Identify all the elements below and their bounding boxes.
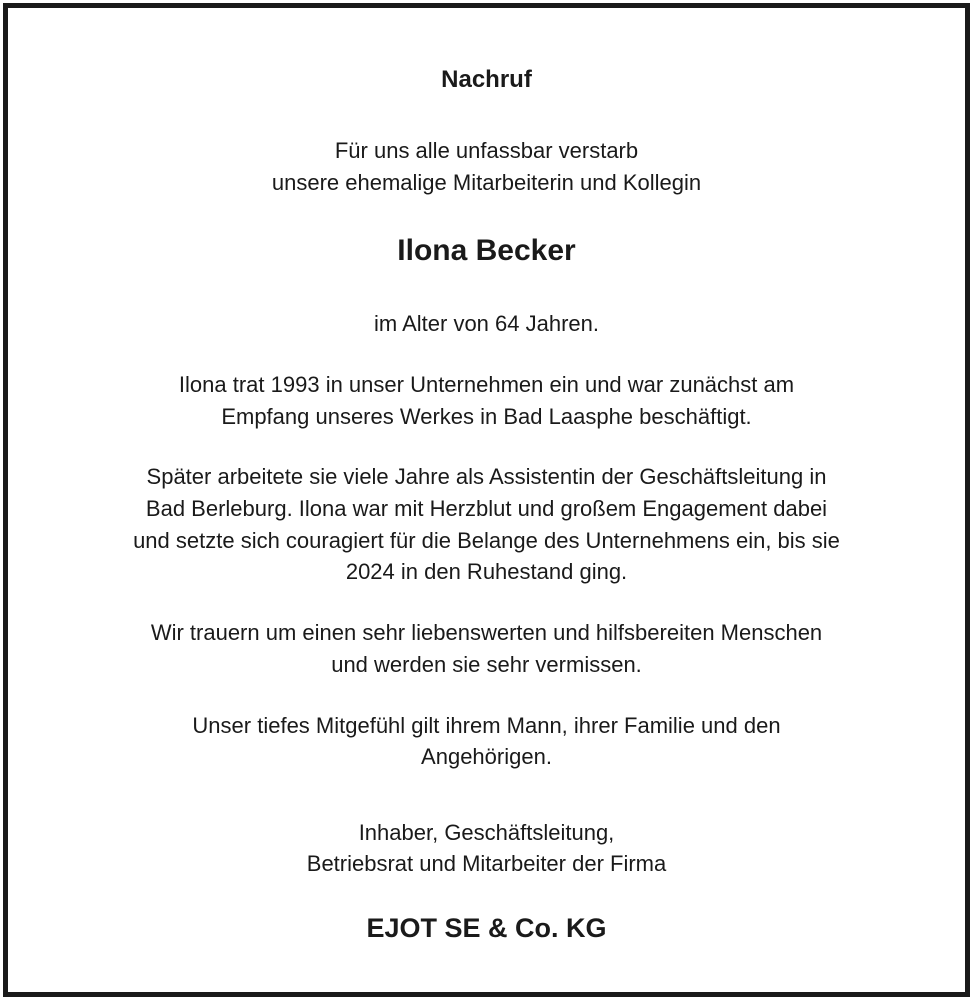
paragraph-line: Angehörigen. (421, 744, 552, 769)
paragraph-line: Bad Berleburg. Ilona war mit Herzblut und großem Engagement dabei (145, 496, 828, 521)
paragraph-line: 2024 in den Ruhestand ging. (345, 559, 628, 584)
obituary-notice (3, 3, 970, 997)
company-name: EJOT SE & Co. KG (366, 913, 607, 943)
paragraph-line: und setzte sich couragiert für die Belange des Unternehmens ein, bis sie (133, 528, 840, 553)
notice-heading: Nachruf (441, 66, 532, 93)
paragraph-line: Später arbeitete sie viele Jahre als Assistentin der Geschäftsleitung in (146, 464, 827, 489)
signature-line: Inhaber, Geschäftsleitung, (358, 820, 615, 845)
signature-line: Betriebsrat und Mitarbeiter der Firma (306, 851, 667, 876)
deceased-name: Ilona Becker (397, 234, 576, 267)
paragraph-line: Ilona trat 1993 in unser Unternehmen ein und war zunächst am (178, 372, 795, 397)
paragraph-line: Wir trauern um einen sehr liebenswerten und hilfsbereiten Menschen (150, 620, 823, 645)
paragraph-line: Empfang unseres Werkes in Bad Laasphe beschäftigt. (221, 404, 752, 429)
paragraph-line: Unser tiefes Mitgefühl gilt ihrem Mann, ihrer Familie und den (192, 713, 781, 738)
intro-line: Für uns alle unfassbar verstarb (334, 138, 639, 163)
intro-line: unsere ehemalige Mitarbeiterin und Kollegin (271, 170, 702, 195)
paragraph-line: und werden sie sehr vermissen. (331, 652, 642, 677)
age-line: im Alter von 64 Jahren. (373, 311, 599, 336)
